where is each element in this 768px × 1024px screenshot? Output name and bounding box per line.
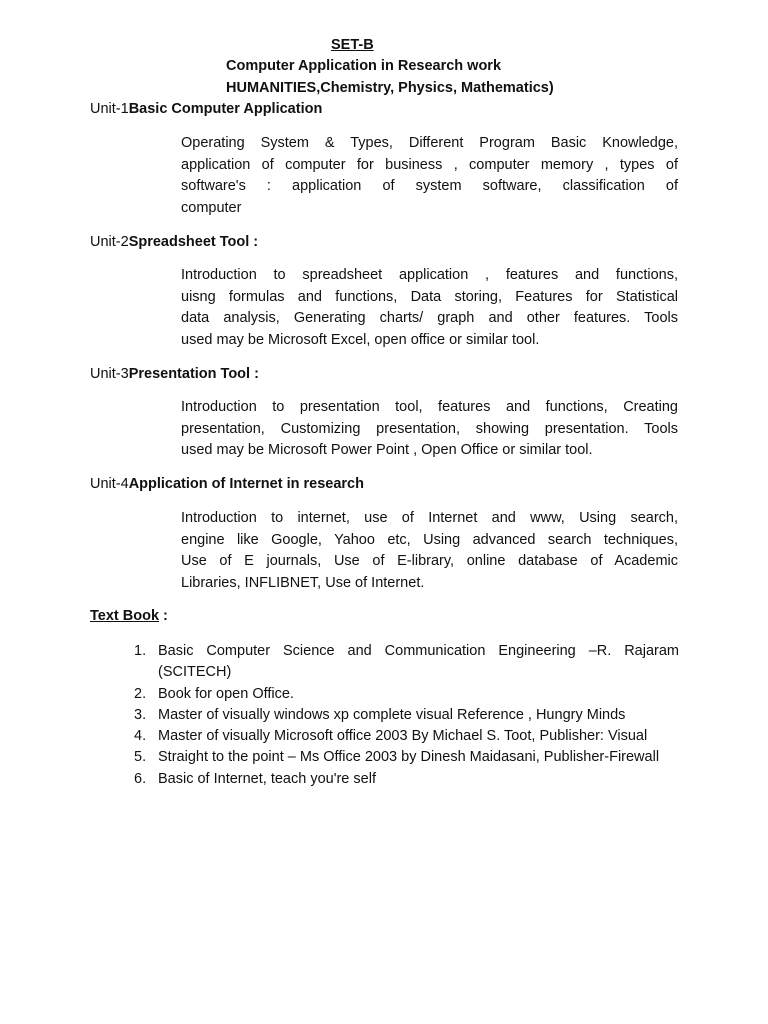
desc-line: software's : application of system software, classification of bbox=[181, 178, 678, 194]
desc-line: Libraries, INFLIBNET, Use of Internet. bbox=[181, 574, 425, 591]
book-title: Master of visually windows xp complete visual Reference , Hungry Minds bbox=[158, 706, 626, 723]
list-number: 6. bbox=[134, 770, 147, 787]
textbook-label: Text Book bbox=[90, 608, 160, 624]
list-number: 3. bbox=[134, 706, 147, 723]
desc-line: engine like Google, Yahoo etc, Using advanced search techniques, bbox=[181, 531, 678, 548]
desc-line: data analysis, Generating charts/ graph and other features. Tools bbox=[181, 310, 678, 326]
desc-line: Use of E journals, Use of E-library, online database of Academic bbox=[181, 553, 678, 569]
unit-1-description bbox=[181, 133, 678, 219]
desc-line: Operating System & Types, Different Program Basic Knowledge, bbox=[181, 135, 678, 151]
unit-prefix: Unit-4 bbox=[90, 476, 129, 492]
textbook-heading bbox=[90, 606, 168, 627]
desc-line: used may be Microsoft Excel, open office or similar tool. bbox=[181, 331, 540, 348]
list-item bbox=[134, 747, 679, 768]
unit-title: Basic Computer Application bbox=[128, 101, 323, 117]
desc-line: uisng formulas and functions, Data storing, Features for Statistical bbox=[181, 288, 678, 305]
textbook-colon: : bbox=[159, 608, 168, 624]
unit-1-heading bbox=[90, 99, 322, 120]
unit-4-heading bbox=[90, 474, 364, 495]
desc-line: Introduction to presentation tool, features and functions, Creating bbox=[181, 399, 678, 415]
desc-line: presentation, Customizing presentation, showing presentation. Tools bbox=[181, 420, 678, 437]
book-title: Master of visually Microsoft office 2003 By Michael S. Toot, Publisher: Visual bbox=[158, 728, 648, 745]
list-item bbox=[134, 726, 679, 747]
unit-prefix: Unit-2 bbox=[90, 234, 129, 250]
list-item bbox=[134, 705, 679, 726]
unit-title: Presentation Tool : bbox=[128, 366, 259, 382]
list-item bbox=[134, 641, 679, 684]
unit-3-heading bbox=[90, 364, 259, 385]
book-title: Basic of Internet, teach you're self bbox=[158, 770, 376, 787]
list-number: 2. bbox=[134, 685, 147, 702]
unit-4-description bbox=[181, 508, 678, 594]
book-title: Book for open Office. bbox=[158, 685, 294, 702]
unit-3-description bbox=[181, 397, 678, 462]
textbook-list bbox=[134, 641, 679, 790]
desc-line: used may be Microsoft Power Point , Open Office or similar tool. bbox=[181, 442, 593, 458]
desc-line: application of computer for business , computer memory , types of bbox=[181, 156, 678, 173]
course-title: Computer Application in Research work bbox=[226, 58, 502, 74]
unit-2-description bbox=[181, 265, 678, 351]
book-title: Basic Computer Science and Communication Engineering –R. Rajaram (SCITECH) bbox=[158, 643, 679, 681]
list-item bbox=[134, 769, 679, 790]
list-number: 1. bbox=[134, 643, 147, 659]
subjects-line: HUMANITIES,Chemistry, Physics, Mathematics) bbox=[226, 80, 554, 96]
set-label: SET-B bbox=[331, 37, 374, 53]
desc-line: Introduction to spreadsheet application , features and functions, bbox=[181, 267, 678, 283]
desc-line: Introduction to internet, use of Internet and www, Using search, bbox=[181, 510, 678, 526]
list-item bbox=[134, 684, 679, 705]
book-title: Straight to the point – Ms Office 2003 by Dinesh Maidasani, Publisher-Firewall bbox=[158, 749, 660, 766]
unit-prefix: Unit-1 bbox=[90, 101, 129, 117]
unit-2-heading bbox=[90, 232, 258, 253]
unit-title: Spreadsheet Tool : bbox=[128, 234, 259, 250]
unit-title: Application of Internet in research bbox=[128, 476, 364, 492]
list-number: 4. bbox=[134, 728, 147, 745]
list-number: 5. bbox=[134, 749, 147, 766]
desc-line: computer bbox=[181, 199, 242, 216]
unit-prefix: Unit-3 bbox=[90, 366, 129, 382]
